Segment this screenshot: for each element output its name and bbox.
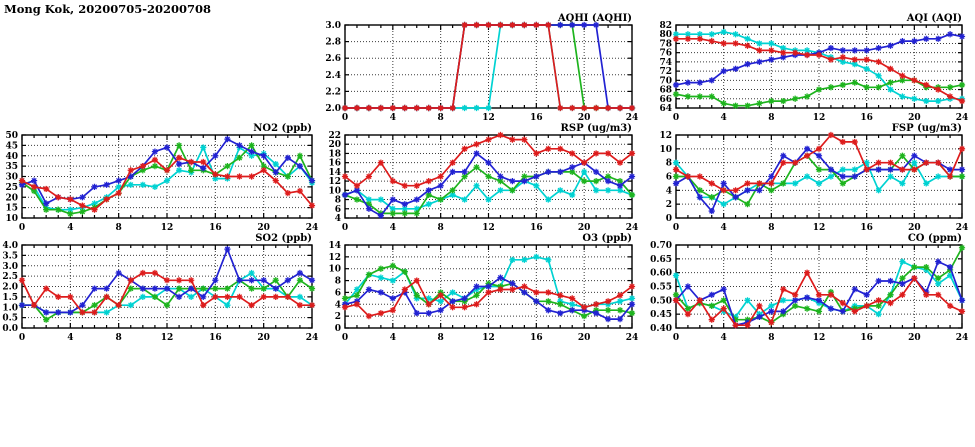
svg-text:0.55: 0.55 [650, 282, 672, 293]
chart-aqhi [325, 13, 638, 123]
svg-text:12: 12 [812, 113, 826, 123]
svg-text:8: 8 [768, 113, 775, 123]
svg-text:68: 68 [659, 85, 672, 96]
svg-text:4: 4 [67, 333, 74, 343]
svg-text:2.0: 2.0 [2, 282, 18, 293]
svg-text:6: 6 [334, 204, 341, 215]
svg-text:20: 20 [577, 223, 591, 233]
svg-text:2.2: 2.2 [325, 87, 341, 98]
svg-text:0: 0 [672, 333, 680, 343]
svg-text:18: 18 [328, 149, 341, 160]
svg-text:0: 0 [334, 324, 341, 334]
chart-aqi [659, 13, 968, 123]
chart-no2 [5, 123, 318, 233]
svg-text:6: 6 [665, 172, 672, 183]
svg-text:0: 0 [341, 113, 349, 123]
svg-text:30: 30 [5, 172, 18, 183]
svg-text:0: 0 [18, 333, 26, 343]
page-title: Mong Kok, 20200705-20200708 [4, 2, 211, 16]
svg-text:20: 20 [257, 223, 270, 233]
svg-text:O3 (ppb): O3 (ppb) [582, 233, 632, 244]
svg-text:16: 16 [530, 113, 543, 123]
svg-text:10: 10 [659, 144, 672, 155]
svg-text:74: 74 [659, 57, 672, 68]
svg-text:16: 16 [860, 113, 873, 123]
svg-text:16: 16 [328, 158, 341, 169]
svg-text:4.0: 4.0 [2, 241, 18, 251]
svg-text:8: 8 [437, 113, 444, 123]
svg-text:70: 70 [659, 76, 672, 87]
svg-text:20: 20 [577, 333, 591, 343]
svg-text:4: 4 [720, 223, 727, 233]
svg-text:24: 24 [625, 333, 639, 343]
svg-text:20: 20 [257, 333, 270, 343]
svg-text:2: 2 [665, 200, 672, 211]
svg-text:16: 16 [860, 223, 873, 233]
svg-text:20: 20 [577, 113, 591, 123]
svg-text:2.0: 2.0 [325, 104, 341, 114]
svg-text:16: 16 [209, 333, 222, 343]
svg-text:AQHI (AQHI): AQHI (AQHI) [557, 13, 632, 24]
svg-text:0.0: 0.0 [2, 324, 18, 334]
svg-text:10: 10 [328, 264, 341, 275]
svg-text:0: 0 [18, 223, 26, 233]
svg-text:72: 72 [659, 67, 672, 78]
svg-text:12: 12 [328, 252, 341, 263]
svg-text:0.5: 0.5 [2, 313, 18, 324]
svg-text:3.5: 3.5 [2, 251, 18, 262]
svg-text:NO2 (ppb): NO2 (ppb) [253, 123, 312, 134]
svg-text:10: 10 [5, 214, 18, 224]
svg-text:4: 4 [334, 214, 341, 224]
svg-text:2.5: 2.5 [2, 272, 18, 283]
svg-text:22: 22 [328, 131, 341, 141]
svg-text:AQI (AQI): AQI (AQI) [906, 13, 962, 24]
svg-text:12: 12 [482, 223, 495, 233]
svg-text:0: 0 [672, 223, 680, 233]
svg-text:0.70: 0.70 [650, 241, 672, 251]
svg-text:64: 64 [659, 104, 672, 114]
svg-text:12: 12 [160, 333, 174, 343]
svg-text:20: 20 [908, 113, 921, 123]
svg-text:24: 24 [955, 113, 969, 123]
svg-text:24: 24 [305, 333, 319, 343]
svg-text:76: 76 [659, 48, 672, 59]
chart-rsp [328, 123, 638, 233]
svg-text:6: 6 [334, 288, 341, 299]
svg-text:20: 20 [328, 140, 341, 151]
svg-text:16: 16 [530, 223, 543, 233]
svg-text:35: 35 [5, 162, 18, 173]
svg-text:8: 8 [768, 223, 775, 233]
svg-text:20: 20 [908, 333, 921, 343]
svg-text:3.0: 3.0 [325, 21, 341, 31]
svg-text:CO (ppm): CO (ppm) [907, 233, 962, 244]
svg-text:RSP (ug/m3): RSP (ug/m3) [560, 123, 632, 134]
svg-text:24: 24 [955, 223, 969, 233]
chart-o3 [328, 233, 638, 343]
svg-text:16: 16 [530, 333, 543, 343]
svg-text:4: 4 [389, 223, 396, 233]
svg-text:2.8: 2.8 [325, 37, 341, 48]
svg-text:3.0: 3.0 [2, 261, 18, 272]
svg-text:0: 0 [341, 223, 349, 233]
svg-text:24: 24 [305, 223, 319, 233]
svg-text:4: 4 [389, 113, 396, 123]
svg-text:45: 45 [5, 141, 18, 152]
svg-text:0.40: 0.40 [650, 324, 672, 334]
svg-text:4: 4 [665, 186, 672, 197]
svg-text:4: 4 [389, 333, 396, 343]
svg-text:20: 20 [5, 193, 18, 204]
svg-text:8: 8 [334, 276, 341, 287]
svg-text:0.65: 0.65 [650, 254, 672, 265]
svg-text:12: 12 [812, 333, 826, 343]
svg-text:10: 10 [328, 186, 341, 197]
svg-text:1.0: 1.0 [2, 303, 18, 314]
svg-text:16: 16 [209, 223, 222, 233]
svg-text:8: 8 [334, 195, 341, 206]
svg-text:20: 20 [908, 223, 921, 233]
svg-text:0.50: 0.50 [650, 296, 672, 307]
svg-text:12: 12 [328, 177, 341, 188]
svg-text:8: 8 [665, 158, 672, 169]
svg-text:2.6: 2.6 [325, 54, 341, 65]
svg-text:12: 12 [482, 113, 495, 123]
svg-text:SO2 (ppb): SO2 (ppb) [255, 233, 312, 244]
svg-text:2: 2 [334, 312, 341, 323]
svg-text:82: 82 [659, 21, 672, 31]
svg-text:12: 12 [659, 131, 672, 141]
svg-text:15: 15 [5, 203, 18, 214]
svg-text:50: 50 [5, 131, 18, 141]
svg-text:1.5: 1.5 [2, 292, 18, 303]
svg-text:0.60: 0.60 [650, 268, 672, 279]
svg-text:4: 4 [720, 113, 727, 123]
svg-text:FSP (ug/m3): FSP (ug/m3) [891, 123, 962, 134]
svg-text:24: 24 [955, 333, 969, 343]
svg-text:4: 4 [67, 223, 74, 233]
svg-text:12: 12 [812, 223, 826, 233]
svg-text:8: 8 [768, 333, 775, 343]
chart-co [650, 233, 968, 343]
svg-text:80: 80 [659, 30, 672, 41]
chart-fsp [659, 123, 968, 233]
svg-text:25: 25 [5, 182, 18, 193]
svg-text:0: 0 [341, 333, 349, 343]
svg-text:24: 24 [625, 223, 639, 233]
svg-text:0.45: 0.45 [650, 310, 672, 321]
svg-text:0: 0 [672, 113, 680, 123]
svg-text:4: 4 [334, 300, 341, 311]
svg-text:14: 14 [328, 241, 341, 251]
svg-text:12: 12 [482, 333, 495, 343]
svg-text:4: 4 [720, 333, 727, 343]
svg-text:8: 8 [437, 333, 444, 343]
svg-text:12: 12 [160, 223, 174, 233]
svg-text:8: 8 [115, 333, 122, 343]
svg-text:24: 24 [625, 113, 639, 123]
svg-text:0: 0 [665, 214, 672, 224]
svg-text:40: 40 [5, 151, 18, 162]
svg-text:16: 16 [860, 333, 873, 343]
svg-text:66: 66 [659, 94, 672, 105]
chart-so2 [2, 233, 318, 343]
svg-text:8: 8 [115, 223, 122, 233]
svg-text:78: 78 [659, 39, 672, 50]
svg-text:14: 14 [328, 167, 341, 178]
svg-text:2.4: 2.4 [325, 70, 341, 81]
svg-text:8: 8 [437, 223, 444, 233]
